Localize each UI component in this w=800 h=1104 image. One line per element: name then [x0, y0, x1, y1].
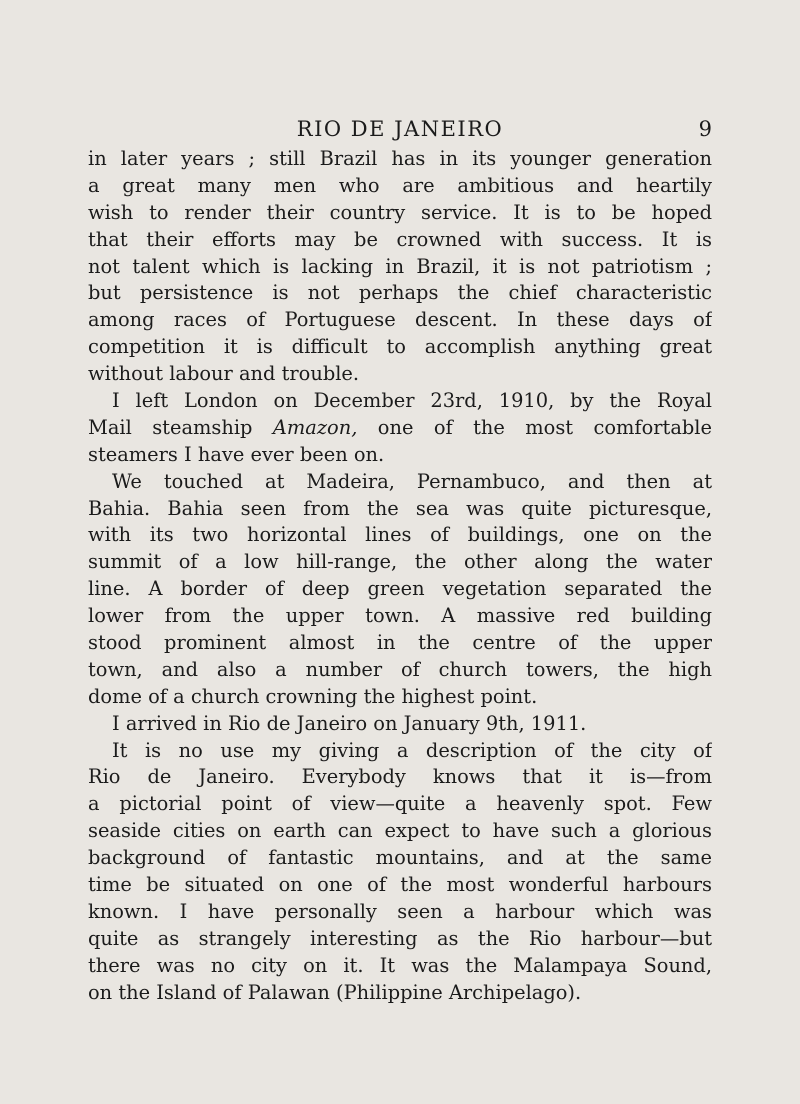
text-line: without labour and trouble. [88, 362, 360, 386]
text-line: time be situated on one of the most wonderful harbours [88, 873, 712, 897]
text-line: with its two horizontal lines of buildings, one on the [88, 523, 712, 547]
body-text [88, 146, 712, 1007]
text-segment: Mail steamship [88, 415, 273, 439]
text-line: competition it is difficult to accomplish anything great [88, 335, 712, 359]
text-line: I arrived in Rio de Janeiro on January 9th, 1911. [112, 711, 587, 735]
running-head [88, 117, 712, 147]
text-line: Rio de Janeiro. Everybody knows that it is—from [88, 765, 712, 789]
text-line: known. I have personally seen a harbour which was [88, 899, 712, 923]
text-line: We touched at Madeira, Pernambuco, and then at [112, 469, 712, 493]
text-line: line. A border of deep green vegetation separated the [88, 577, 712, 601]
text-segment: one of the most comfortable [357, 415, 712, 439]
text-line: among races of Portuguese descent. In these days of [88, 308, 712, 332]
text-line: summit of a low hill-range, the other along the water [88, 550, 712, 574]
text-line: It is no use my giving a description of the city of [112, 738, 712, 762]
text-line: background of fantastic mountains, and at the same [88, 846, 712, 870]
text-line: dome of a church crowning the highest point. [88, 684, 538, 708]
text-segment: I left London on December 23rd, 1910, by the Royal [112, 389, 712, 413]
text-line: a pictorial point of view—quite a heavenly spot. Few [88, 792, 712, 816]
text-line: not talent which is lacking in Brazil, it is not patriotism ; [88, 254, 712, 278]
text-line: lower from the upper town. A massive red building [88, 604, 712, 628]
text-line: on the Island of Palawan (Philippine Archipelago). [88, 980, 582, 1004]
text-line: seaside cities on earth can expect to have such a glorious [88, 819, 712, 843]
page-number: 9 [698, 117, 712, 141]
text-line: in later years ; still Brazil has in its younger generation [88, 147, 712, 170]
text-line: but persistence is not perhaps the chief characteristic [88, 281, 712, 305]
text-line: a great many men who are ambitious and heartily [88, 173, 712, 197]
text-line: wish to render their country service. It is to be hoped [88, 200, 712, 224]
text-line: town, and also a number of church towers, the high [88, 657, 712, 681]
text-line: that their efforts may be crowned with success. It is [88, 227, 712, 251]
running-title: RIO DE JANEIRO [296, 117, 504, 141]
text-line: there was no city on it. It was the Malampaya Sound, [88, 953, 712, 977]
ship-name: Amazon, [272, 415, 358, 439]
text-line: quite as strangely interesting as the Rio harbour—but [88, 926, 712, 950]
text-line [88, 415, 712, 442]
text-line: steamers I have ever been on. [88, 442, 385, 466]
text-line [88, 388, 712, 415]
text-line: stood prominent almost in the centre of the upper [88, 631, 712, 655]
text-line: Bahia. Bahia seen from the sea was quite picturesque, [88, 496, 712, 520]
